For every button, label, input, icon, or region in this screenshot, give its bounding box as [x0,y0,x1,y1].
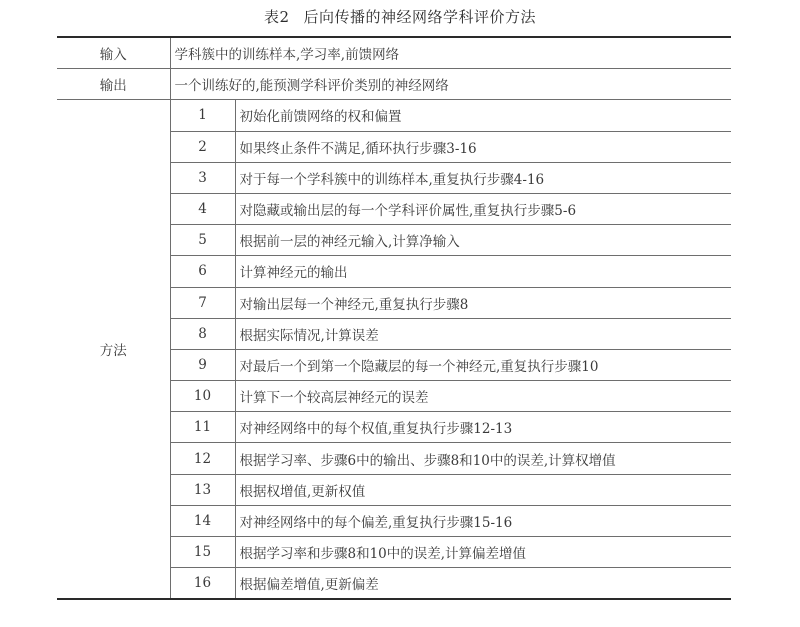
table-row-input [57,37,731,69]
step-text: 根据权增值,更新权值 [235,474,731,505]
step-number: 10 [170,381,235,412]
step-number: 8 [170,318,235,349]
step-text: 根据实际情况,计算误差 [235,318,731,349]
step-number: 9 [170,349,235,380]
step-text: 对输出层每一个神经元,重复执行步骤8 [235,287,731,318]
step-text: 对神经网络中的每个偏差,重复执行步骤15-16 [235,505,731,536]
step-text: 如果终止条件不满足,循环执行步骤3-16 [235,131,731,162]
step-number: 6 [170,256,235,287]
method-label: 方法 [57,100,170,600]
step-text: 对最后一个到第一个隐藏层的每一个神经元,重复执行步骤10 [235,349,731,380]
step-number: 1 [170,100,235,131]
algorithm-table-container [57,36,731,600]
step-number: 13 [170,474,235,505]
output-value: 一个训练好的,能预测学科评价类别的神经网络 [170,69,731,100]
algorithm-table [57,36,731,600]
step-number: 7 [170,287,235,318]
table-row-output [57,69,731,100]
step-text: 计算下一个较高层神经元的误差 [235,381,731,412]
step-text: 对于每一个学科簇中的训练样本,重复执行步骤4-16 [235,162,731,193]
input-value: 学科簇中的训练样本,学习率,前馈网络 [174,47,400,64]
step-number: 14 [170,505,235,536]
step-text: 根据前一层的神经元输入,计算净输入 [235,225,731,256]
step-number: 11 [170,412,235,443]
step-number: 4 [170,193,235,224]
table-row-step [57,100,731,131]
step-number: 3 [170,162,235,193]
output-label: 输出 [57,69,170,100]
step-text: 根据学习率、步骤6中的输出、步骤8和10中的误差,计算权增值 [235,443,731,474]
step-text: 根据偏差增值,更新偏差 [235,568,731,600]
step-text: 对神经网络中的每个权值,重复执行步骤12-13 [235,412,731,443]
step-number: 12 [170,443,235,474]
table-title: 后向传播的神经网络学科评价方法 [303,8,537,26]
step-text: 初始化前馈网络的权和偏置 [235,100,731,131]
step-number: 5 [170,225,235,256]
step-text: 对隐藏或输出层的每一个学科评价属性,重复执行步骤5-6 [235,193,731,224]
step-number: 16 [170,568,235,600]
input-label: 输入 [57,37,170,69]
step-number: 2 [170,131,235,162]
step-text: 根据学习率和步骤8和10中的误差,计算偏差增值 [235,537,731,568]
step-number: 15 [170,537,235,568]
table-caption [0,6,800,27]
table-number: 表2 [263,8,290,26]
step-text: 计算神经元的输出 [235,256,731,287]
